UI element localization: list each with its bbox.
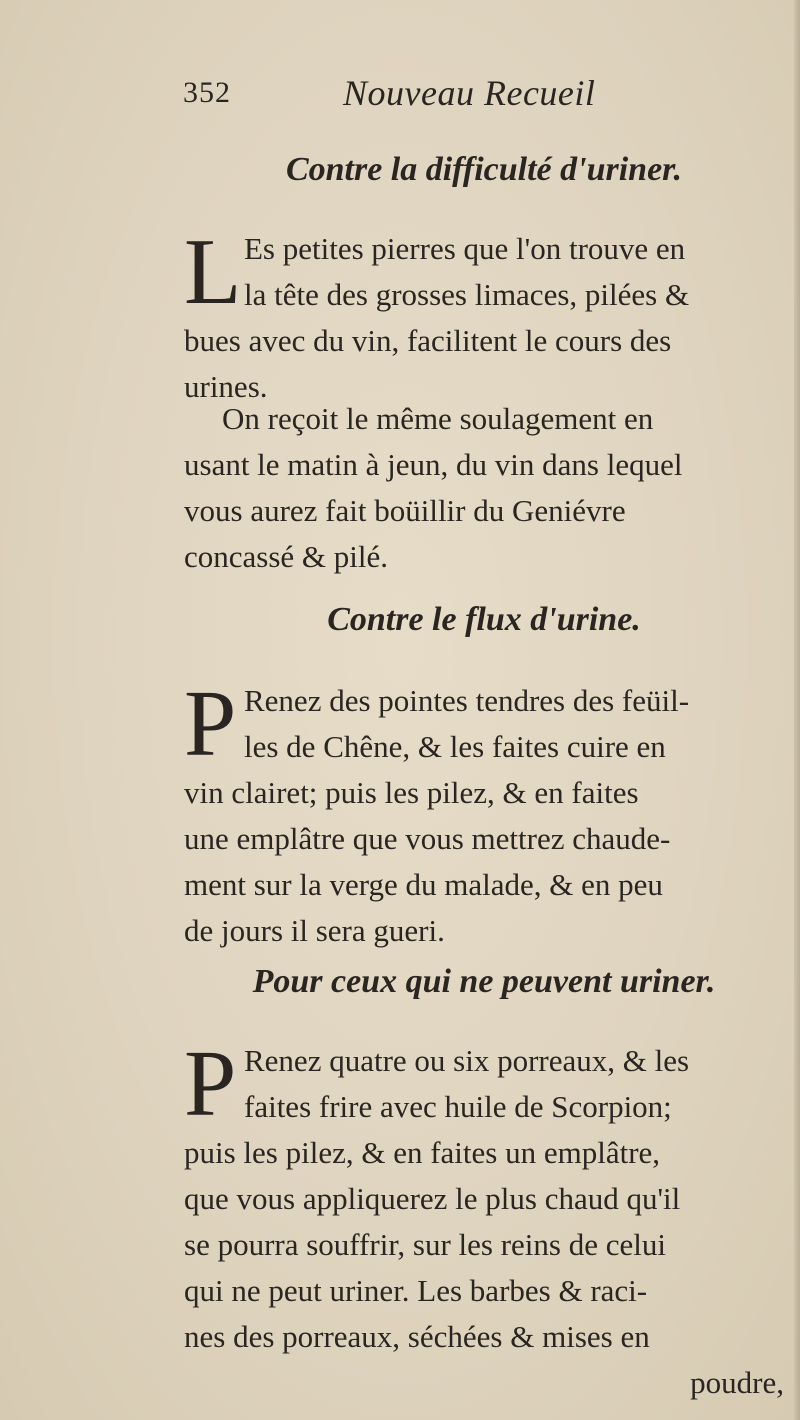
- text-line: On reçoit le même soulagement en: [222, 401, 654, 436]
- drop-cap: L: [184, 220, 242, 324]
- section-difficulte-uriner: [184, 150, 784, 190]
- text-line: de jours il sera gueri.: [184, 913, 445, 948]
- page-header: [183, 72, 703, 116]
- text-line: la tête des grosses limaces, pilées &: [244, 277, 690, 312]
- text-line: que vous appliquerez le plus chaud qu'il: [184, 1181, 681, 1216]
- text-line: ment sur la verge du malade, & en peu: [184, 867, 663, 902]
- text-line: vous aurez fait boüillir du Geniévre: [184, 493, 626, 528]
- text-line: Renez des pointes tendres des feüil-: [244, 683, 690, 718]
- recipe-paragraph: [184, 396, 784, 580]
- text-line: les de Chêne, & les faites cuire en: [244, 729, 666, 764]
- text-line: faites frire avec huile de Scorpion;: [244, 1089, 672, 1124]
- section-heading: Contre la difficulté d'uriner.: [285, 151, 683, 188]
- drop-cap: P: [184, 672, 237, 776]
- text-line: Renez quatre ou six porreaux, & les: [244, 1043, 690, 1078]
- text-line: se pourra souffrir, sur les reins de celui: [184, 1227, 666, 1262]
- catchword: poudre,: [690, 1365, 784, 1400]
- text-line: Es petites pierres que l'on trouve en: [244, 231, 686, 266]
- section-flux-urine: [184, 600, 784, 640]
- recipe-paragraph: [184, 220, 784, 410]
- recipe-paragraph: [184, 1032, 784, 1406]
- page-edge: [794, 0, 800, 1420]
- section-heading: Contre le flux d'urine.: [327, 601, 641, 638]
- drop-cap: P: [184, 1032, 237, 1136]
- section-ne-peuvent-uriner: [184, 962, 784, 1002]
- text-line: nes des porreaux, séchées & mises en: [184, 1319, 650, 1354]
- text-line: bues avec du vin, facilitent le cours des: [184, 323, 672, 358]
- text-line: concassé & pilé.: [184, 539, 389, 574]
- text-line: qui ne peut uriner. Les barbes & raci-: [184, 1273, 648, 1308]
- running-title: Nouveau Recueil: [343, 73, 596, 113]
- text-line: urines.: [184, 369, 268, 404]
- text-line: vin clairet; puis les pilez, & en faites: [184, 775, 639, 810]
- page-number: 352: [183, 76, 231, 109]
- text-line: usant le matin à jeun, du vin dans lequel: [184, 447, 683, 482]
- recipe-paragraph: [184, 672, 784, 954]
- text-line: puis les pilez, & en faites un emplâtre,: [184, 1135, 661, 1170]
- section-heading: Pour ceux qui ne peuvent uriner.: [252, 963, 716, 1000]
- text-line: une emplâtre que vous mettrez chaude-: [184, 821, 671, 856]
